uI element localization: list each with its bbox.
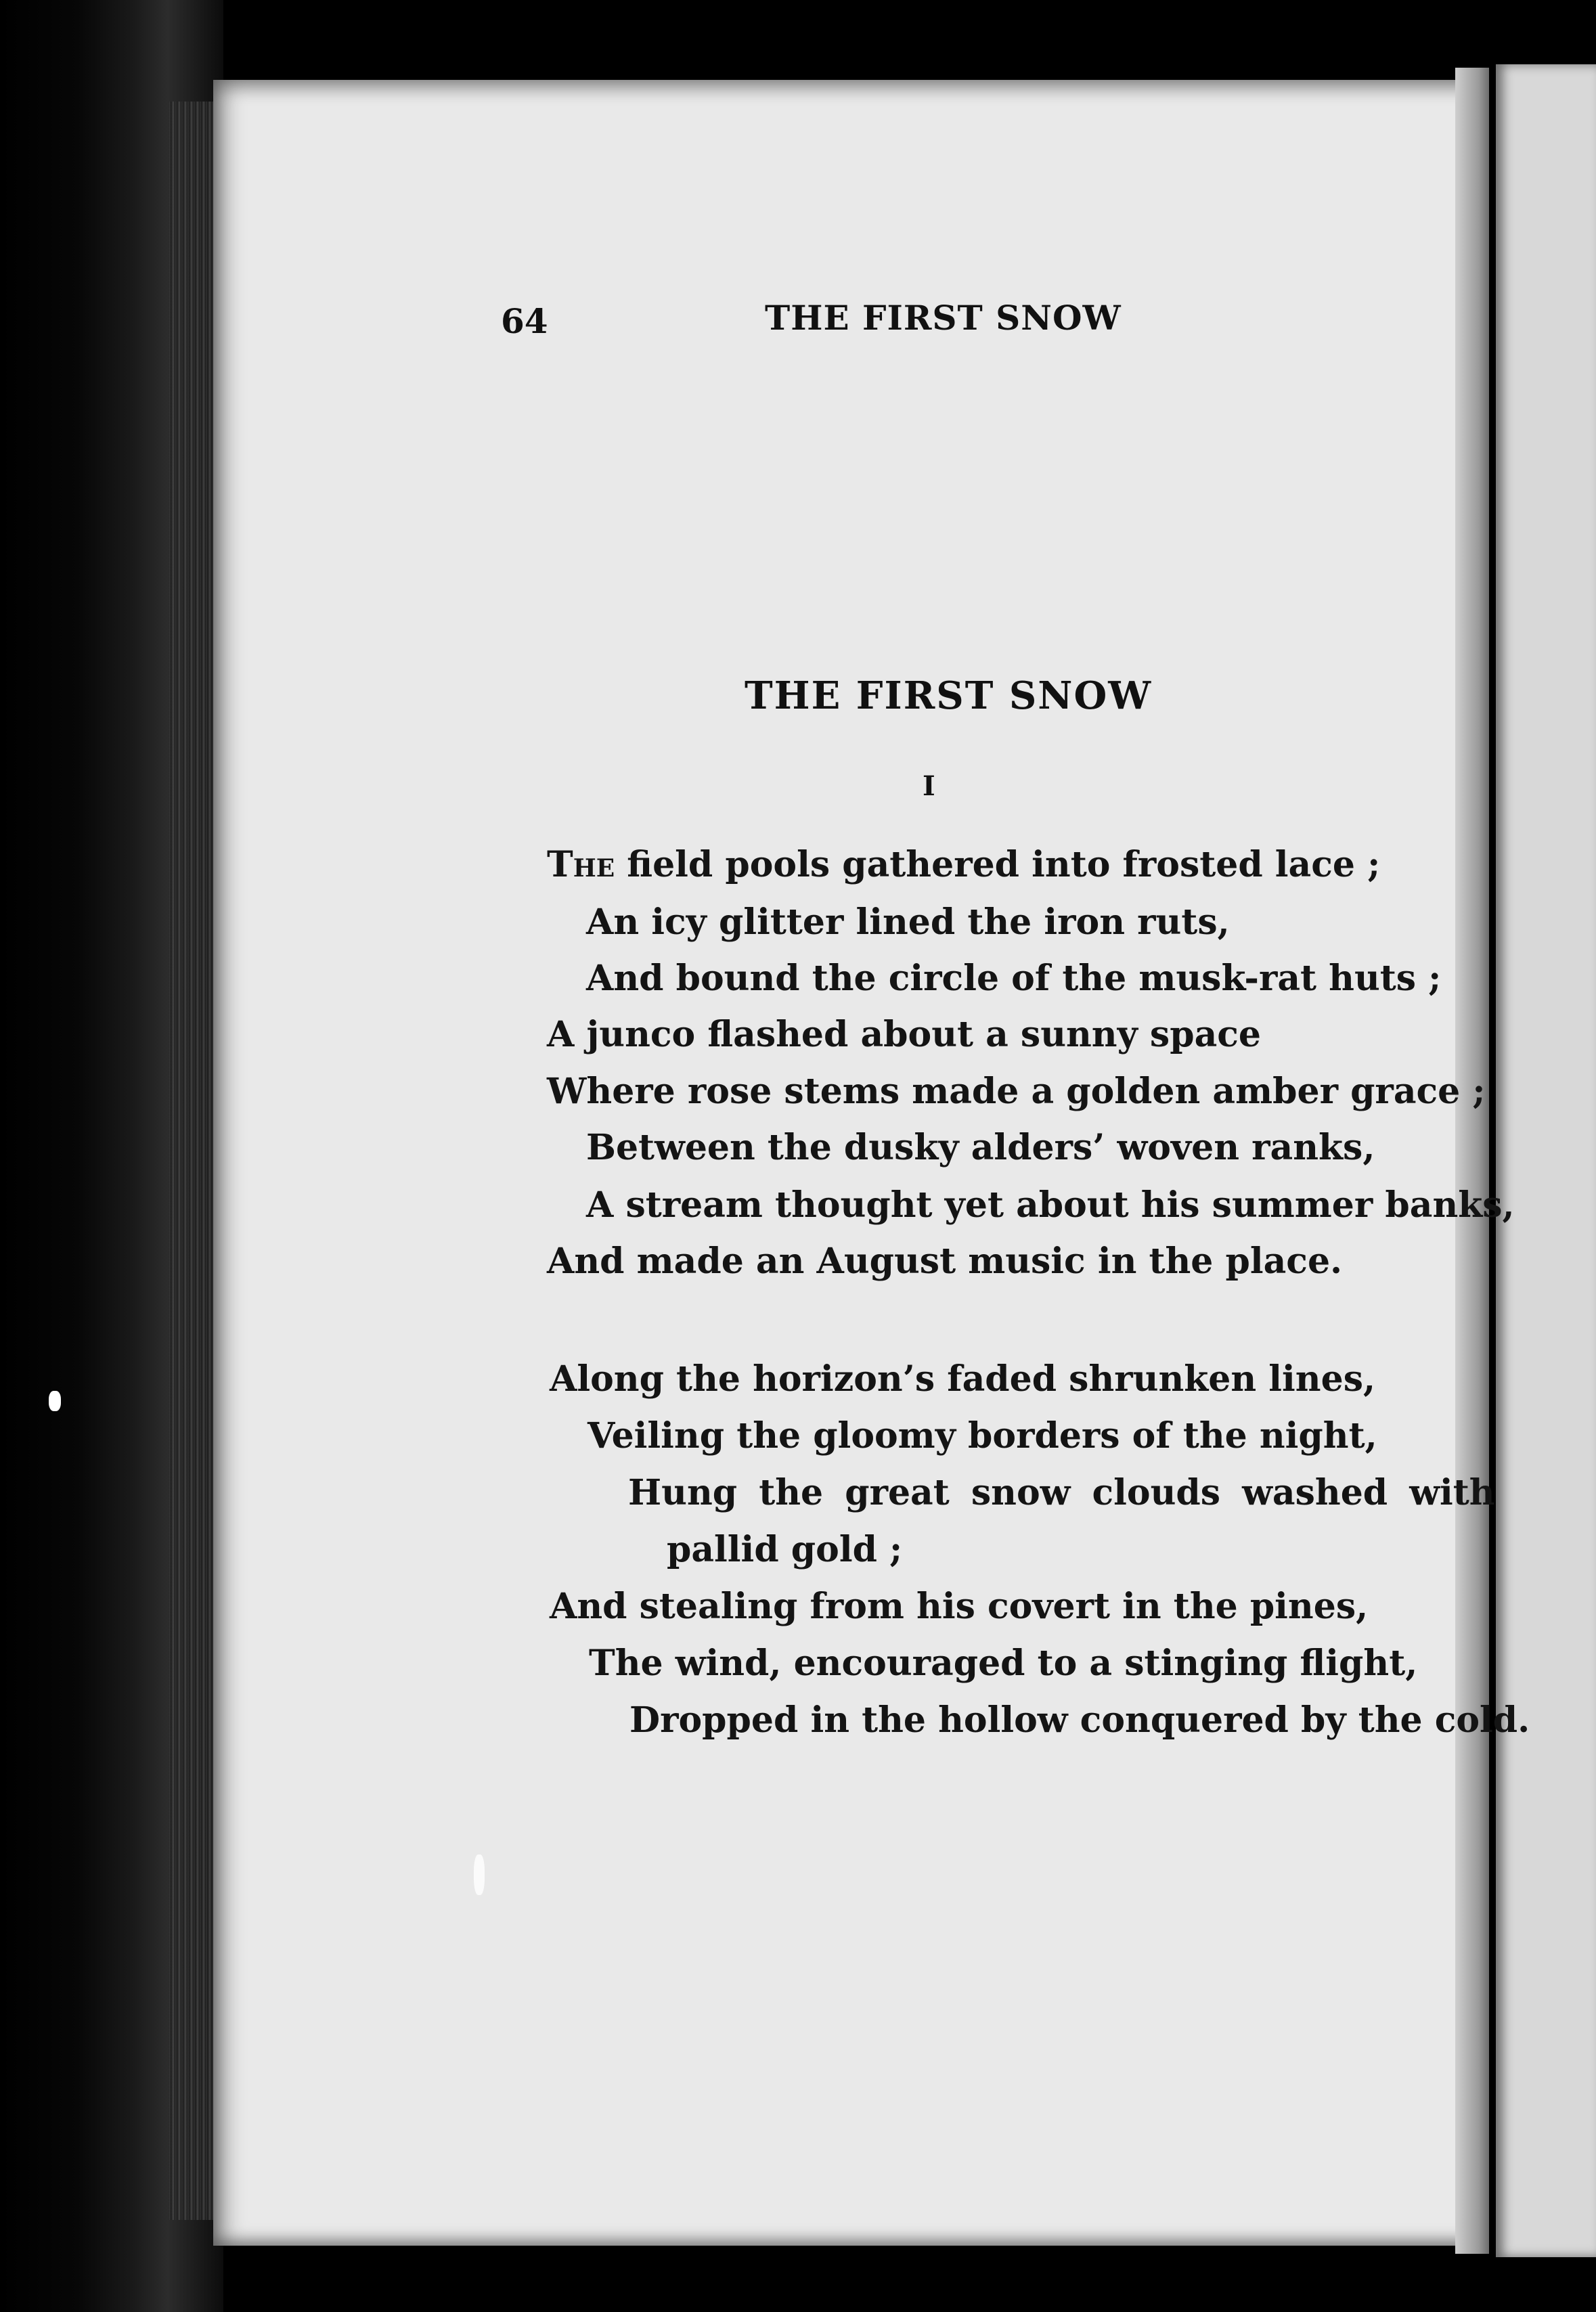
facing-page-edge [1496, 64, 1596, 2257]
running-head-title: THE FIRST SNOW [765, 298, 1122, 338]
poem-title: THE FIRST SNOW [745, 673, 1153, 718]
poem-line: pallid gold ; [667, 1529, 903, 1570]
poem-line: Dropped in the hollow conquered by the cold. [629, 1699, 1530, 1741]
poem-line: A junco flashed about a sunny space [547, 1014, 1262, 1055]
poem-line: And made an August music in the place. [547, 1241, 1343, 1282]
poem-line: An icy glitter lined the iron ruts, [586, 902, 1230, 943]
poem-line: Along the horizon’s faded shrunken lines, [550, 1358, 1376, 1400]
poem-line: And bound the circle of the musk-rat huts ; [586, 958, 1442, 999]
poem-line: Between the dusky alders’ woven ranks, [586, 1127, 1375, 1168]
poem-line: The wind, encouraged to a stinging flight, [589, 1643, 1418, 1684]
poem-line: Where rose stems made a golden amber grace ; [547, 1071, 1486, 1112]
poem-line: And stealing from his covert in the pines, [550, 1586, 1369, 1627]
poem-line: Hung the great snow clouds washed with [628, 1472, 1495, 1513]
poem-line: Veiling the gloomy borders of the night, [588, 1415, 1377, 1457]
section-number: I [923, 770, 935, 802]
paper-speck [474, 1854, 485, 1895]
page-number: 64 [501, 301, 548, 341]
paper-speck [49, 1391, 61, 1411]
poem-line: A stream thought yet about his summer banks, [586, 1184, 1515, 1226]
poem-line: The field pools gathered into frosted lace ; [547, 844, 1381, 885]
drop-word: The [547, 844, 615, 885]
